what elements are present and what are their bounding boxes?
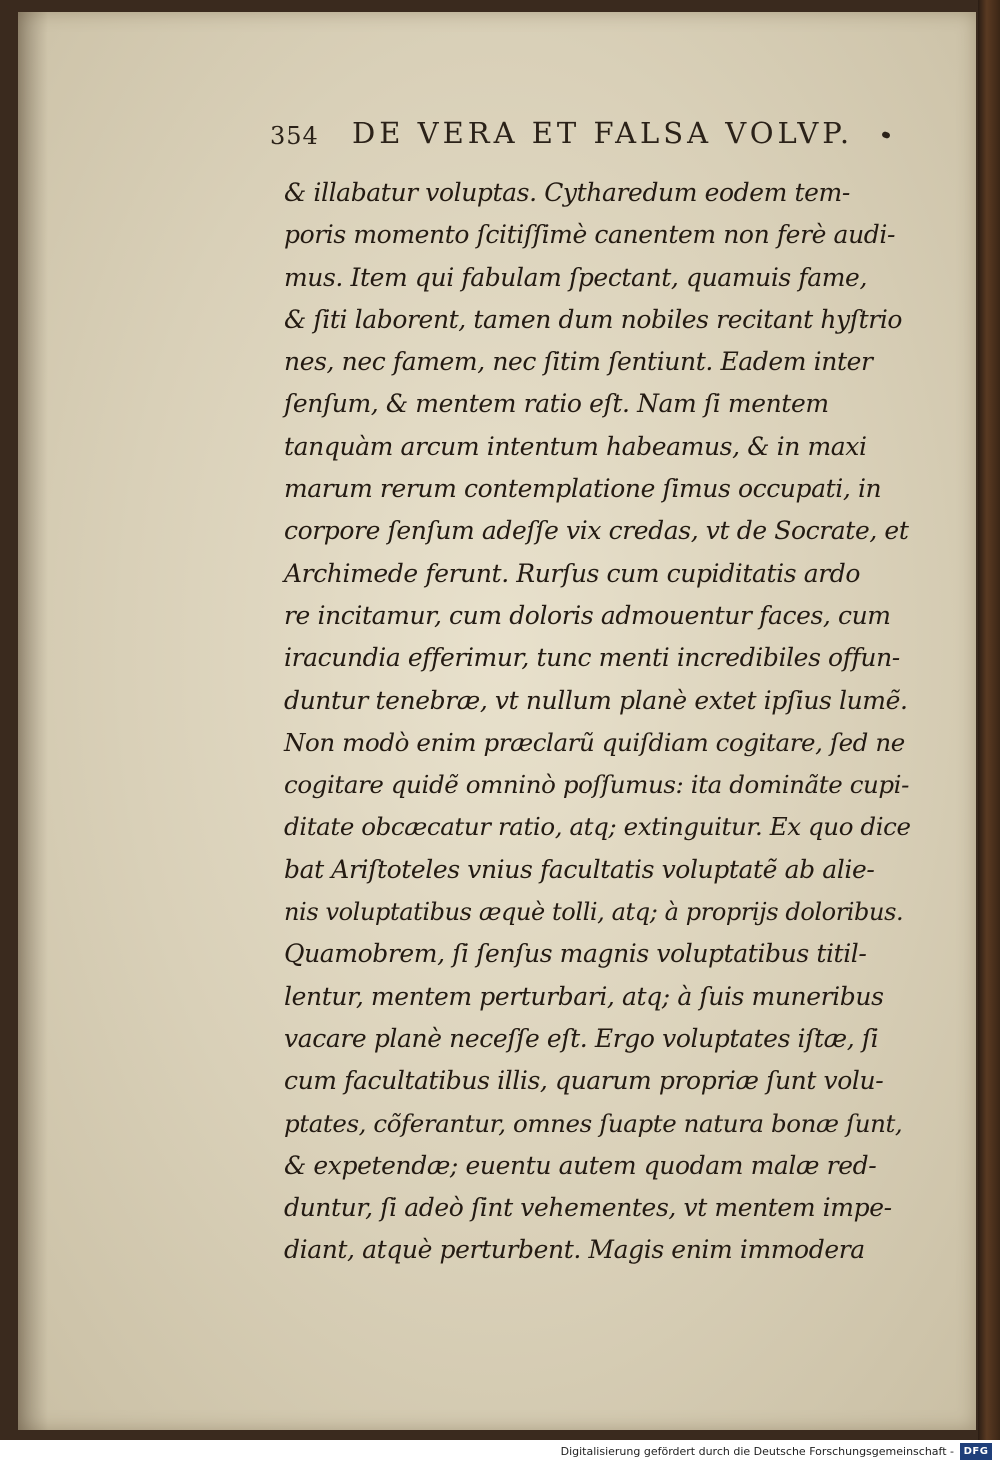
text-line: corpore ſenſum adeſſe vix credas, vt de Socrate, et bbox=[284, 516, 909, 546]
text-line: duntur tenebræ, vt nullum planè extet ipſius lumẽ. bbox=[284, 685, 908, 715]
text-line: nis voluptatibus æquè tolli, atq; à proprijs doloribus. bbox=[284, 898, 904, 927]
text-line: poris momento ſcitiſſimè canentem non ferè audi- bbox=[284, 220, 896, 250]
page-number: 354 bbox=[270, 122, 319, 150]
text-line: iracundia efferimur, tunc menti incredibiles offun- bbox=[284, 643, 900, 673]
text-line: re incitamur, cum doloris admouentur faces, cum bbox=[284, 600, 891, 630]
text-line: mus. Item qui fabulam ſpectant, quamuis fame, bbox=[284, 262, 868, 292]
page-gutter-shadow bbox=[18, 12, 48, 1430]
text-line: ſenſum, & mentem ratio eſt. Nam ſi mentem bbox=[284, 389, 829, 419]
text-line: Non modò enim præclarũ quiſdiam cogitare, ſed ne bbox=[284, 727, 905, 757]
text-line: cum facultatibus illis, quarum propriæ ſunt volu- bbox=[284, 1066, 884, 1096]
text-line: Quamobrem, ſi ſenſus magnis voluptatibus titil- bbox=[284, 939, 867, 969]
text-line: bat Ariſtoteles vnius facultatis voluptatẽ ab alie- bbox=[284, 854, 875, 884]
text-line: cogitare quidẽ omninò poſſumus: ita dominãte cupi- bbox=[284, 770, 909, 800]
dfg-logo-icon: DFG bbox=[960, 1443, 992, 1460]
text-line: duntur, ſi adeò ſint vehementes, vt mentem impe- bbox=[284, 1193, 892, 1223]
text-line: vacare planè neceſſe eſt. Ergo voluptates iſtæ, ſi bbox=[284, 1023, 879, 1053]
text-line: & illabatur voluptas. Cytharedum eodem tem- bbox=[284, 178, 850, 207]
digitization-footer bbox=[0, 1440, 1000, 1465]
page-header bbox=[270, 116, 910, 160]
body-text bbox=[284, 172, 914, 1272]
text-line: & ſiti laborent, tamen dum nobiles recitant hyſtrio bbox=[284, 304, 903, 334]
funding-credit: Digitalisierung gefördert durch die Deutsche Forschungsgemeinschaft - bbox=[560, 1445, 954, 1458]
text-line: ptates, cõferantur, omnes ſuapte natura bonæ ſunt, bbox=[284, 1108, 903, 1138]
ink-mark bbox=[881, 131, 891, 139]
text-line: ditate obcæcatur ratio, atq; extinguitur. Ex quo dice bbox=[284, 812, 911, 842]
running-title: DE VERA ET FALSA VOLVP. bbox=[352, 116, 854, 150]
text-line: Archimede ferunt. Rurſus cum cupiditatis ardo bbox=[284, 558, 861, 588]
text-line: & expetendæ; euentu autem quodam malæ red- bbox=[284, 1150, 877, 1180]
text-line: diant, atquè perturbent. Magis enim immodera bbox=[284, 1235, 865, 1265]
text-line: lentur, mentem perturbari, atq; à ſuis muneribus bbox=[284, 981, 884, 1011]
text-line: marum rerum contemplatione ſimus occupati, in bbox=[284, 474, 882, 504]
text-line: nes, nec famem, nec ſitim ſentiunt. Eadem inter bbox=[284, 347, 873, 377]
book-cover-edge bbox=[978, 0, 1000, 1440]
text-line: tanquàm arcum intentum habeamus, & in maxi bbox=[284, 431, 867, 461]
